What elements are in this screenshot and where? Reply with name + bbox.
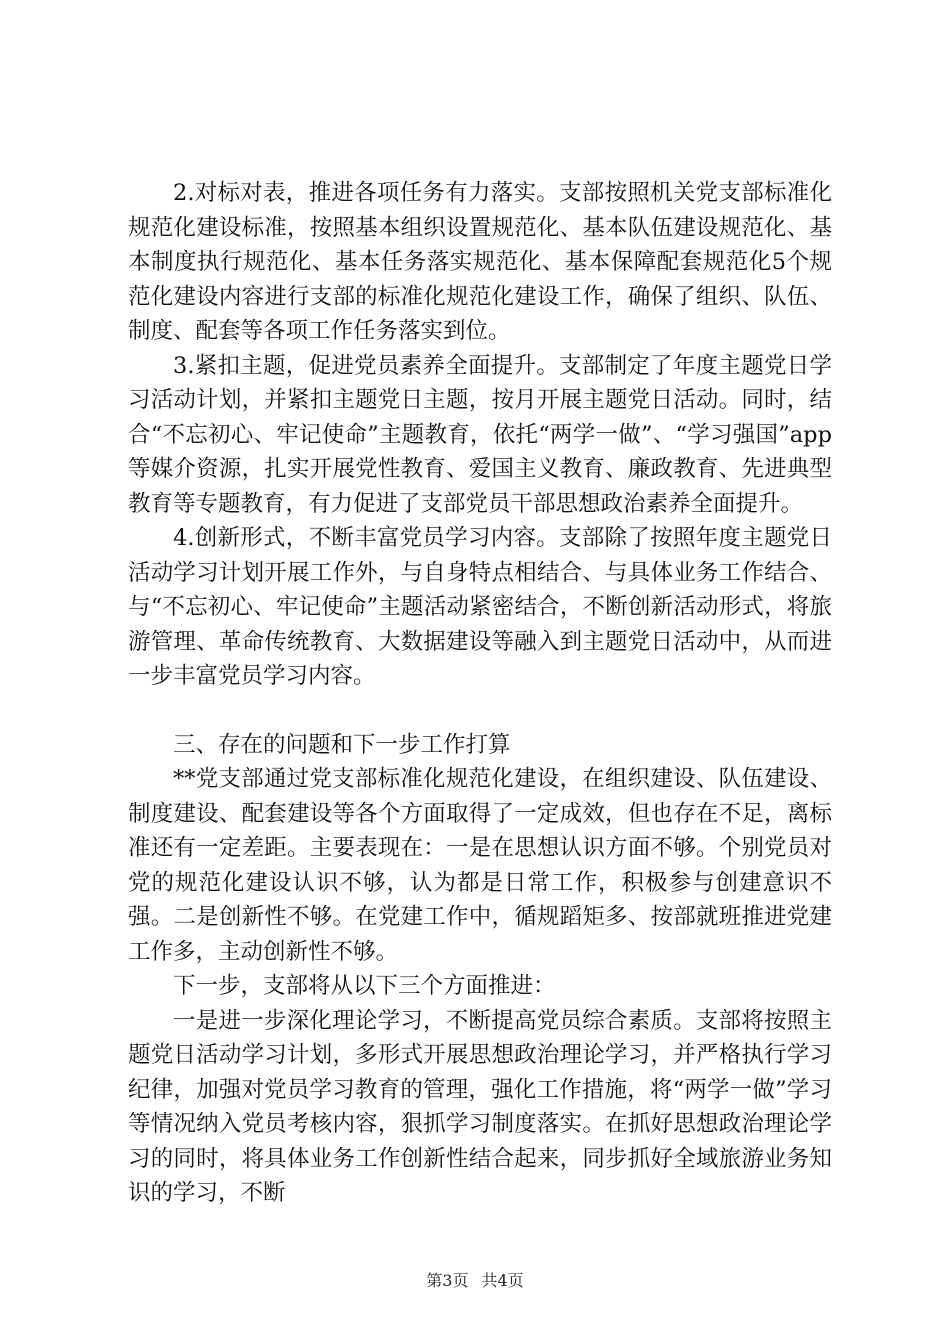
document-body bbox=[128, 176, 832, 1211]
page-footer bbox=[0, 1271, 950, 1291]
next-step-one-paragraph: 一是进一步深化理论学习，不断提高党员综合素质。支部将按照主题党日活动学习计划，多形式开展思想政治理论学习，并严格执行学习纪律，加强对党员学习教育的管理，强化工作措施，将“两学一做”学习等情况纳入党员考核内容，狠抓学习制度落实。在抓好思想政治理论学习的同时，将具体业务工作创新性结合起来，同步抓好全域旅游业务知识的学习，不断 bbox=[128, 1007, 832, 1206]
problems-paragraph: **党支部通过党支部标准化规范化建设，在组织建设、队伍建设、制度建设、配套建设等各个方面取得了一定成效，但也存在不足，离标准还有一定差距。主要表现在：一是在思想认识方面不够。个别党员对党的规范化建设认识不够，认为都是日常工作，积极参与创建意识不强。二是创新性不够。在党建工作中，循规蹈矩多、按部就班推进党建工作多，主动创新性不够。 bbox=[128, 766, 832, 965]
section-spacer bbox=[128, 694, 832, 728]
section-heading: 三、存在的问题和下一步工作打算 bbox=[173, 731, 511, 758]
next-steps-intro: 下一步，支部将从以下三个方面推进： bbox=[173, 973, 556, 999]
page-total: 共4页 bbox=[481, 1271, 524, 1290]
paragraph-item-3: 3.紧扣主题，促进党员素养全面提升。支部制定了年度主题党日学习活动计划，并紧扣主题党日主题，按月开展主题党日活动。同时，结合“不忘初心、牢记使命”主题教育，依托“两学一做”、“学习强国”app等媒介资源，扎实开展党性教育、爱国主义教育、廉政教育、先进典型教育等专题教育，有力促进了支部党员干部思想政治素养全面提升。 bbox=[128, 352, 832, 517]
paragraph-item-4: 4.创新形式，不断丰富党员学习内容。支部除了按照年度主题党日活动学习计划开展工作外，与自身特点相结合、与具体业务工作结合、与“不忘初心、牢记使命”主题活动紧密结合，不断创新活动形式，将旅游管理、革命传统教育、大数据建设等融入到主题党日活动中，从而进一步丰富党员学习内容。 bbox=[128, 525, 832, 689]
paragraph-item-2: 2.对标对表，推进各项任务有力落实。支部按照机关党支部标准化规范化建设标准，按照基本组织设置规范化、基本队伍建设规范化、基本制度执行规范化、基本任务落实规范化、基本保障配套规范化5个规范化建设内容进行支部的标准化规范化建设工作，确保了组织、队伍、制度、配套等各项工作任务落实到位。 bbox=[128, 180, 832, 344]
page-number: 第3页 bbox=[426, 1271, 469, 1290]
